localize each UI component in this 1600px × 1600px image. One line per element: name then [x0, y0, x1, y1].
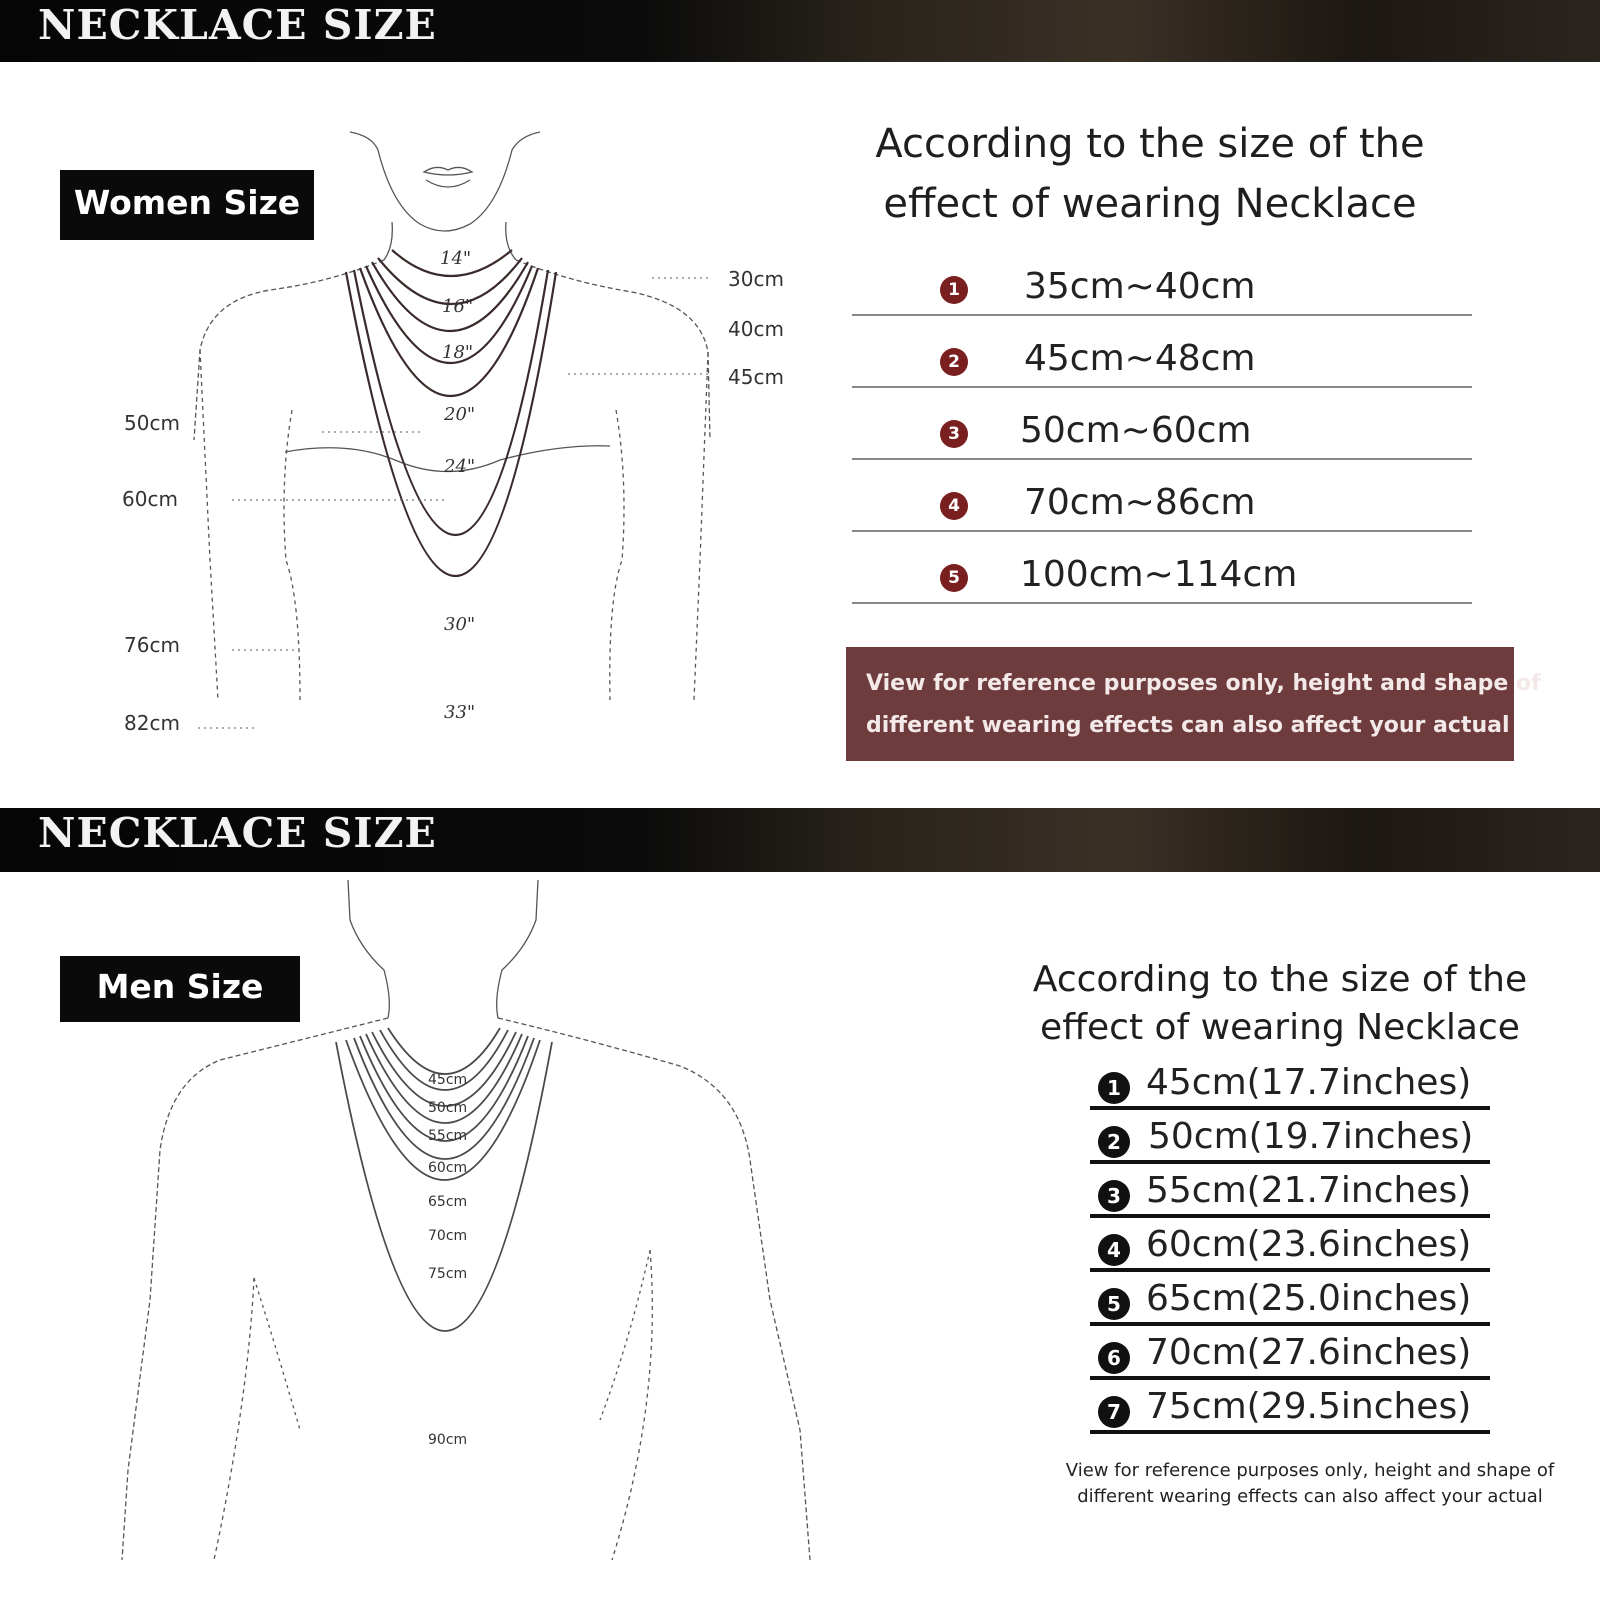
women-note-line2: different wearing effects can also affect your actual — [866, 713, 1510, 738]
men-list-divider — [1090, 1376, 1490, 1380]
men-chain-label-70: 70cm — [428, 1228, 468, 1244]
chain-label-20: 20" — [444, 404, 476, 425]
men-list-divider — [1090, 1322, 1490, 1326]
men-list-divider — [1090, 1268, 1490, 1272]
men-list-divider — [1090, 1430, 1490, 1434]
men-list-item — [1090, 1330, 1490, 1382]
number-1-icon: 1 — [940, 276, 968, 304]
bottom-banner-title: NECKLACE SIZE — [38, 809, 437, 857]
men-heading-line1: According to the size of the — [1032, 959, 1528, 1000]
men-list-divider — [1090, 1106, 1490, 1110]
men-list-item — [1090, 1060, 1490, 1112]
men-chain-label-50: 50cm — [428, 1100, 468, 1116]
marker-30cm: 30cm — [728, 267, 784, 291]
women-list-item-text: 100cm~114cm — [1020, 554, 1298, 595]
men-chain-label-45: 45cm — [428, 1072, 468, 1088]
women-note-line1: View for reference purposes only, height and shape of — [866, 671, 1541, 696]
men-list-item-text: 75cm(29.5inches) — [1146, 1386, 1472, 1427]
women-size-label: Women Size — [60, 170, 314, 240]
men-list-item — [1090, 1168, 1490, 1220]
men-list-item — [1090, 1384, 1490, 1436]
chain-label-30: 30" — [444, 614, 476, 635]
marker-45cm: 45cm — [728, 365, 784, 389]
marker-50cm: 50cm — [124, 411, 180, 435]
number-2-icon: 2 — [940, 348, 968, 376]
men-list-item — [1090, 1276, 1490, 1328]
number-4-icon: 4 — [940, 492, 968, 520]
chain-label-14: 14" — [440, 248, 472, 269]
men-chain-label-65: 65cm — [428, 1194, 468, 1210]
number-6-icon: 6 — [1098, 1342, 1130, 1374]
men-list-item-text: 70cm(27.6inches) — [1146, 1332, 1472, 1373]
women-heading-line1: According to the size of the — [875, 121, 1425, 167]
men-heading — [1000, 956, 1560, 1052]
marker-40cm: 40cm — [728, 317, 784, 341]
men-chain-label-75: 75cm — [428, 1266, 468, 1282]
men-chain-label-55: 55cm — [428, 1128, 468, 1144]
men-list-item-text: 45cm(17.7inches) — [1146, 1062, 1472, 1103]
men-list-divider — [1090, 1160, 1490, 1164]
number-5-icon: 5 — [1098, 1288, 1130, 1320]
chain-label-16: 16" — [442, 296, 474, 317]
chain-label-24: 24" — [444, 456, 476, 477]
women-list-item-text: 50cm~60cm — [1020, 410, 1252, 451]
women-list-item-text: 35cm~40cm — [1024, 266, 1256, 307]
number-7-icon: 7 — [1098, 1396, 1130, 1428]
number-5-icon: 5 — [940, 564, 968, 592]
number-4-icon: 4 — [1098, 1234, 1130, 1266]
women-list-item-text: 70cm~86cm — [1024, 482, 1256, 523]
men-list-item-text: 65cm(25.0inches) — [1146, 1278, 1472, 1319]
number-3-icon: 3 — [940, 420, 968, 448]
men-note-line2: different wearing effects can also affect your actual — [1077, 1486, 1543, 1507]
women-heading-line2: effect of wearing Necklace — [883, 181, 1417, 227]
number-3-icon: 3 — [1098, 1180, 1130, 1212]
women-list-item-text: 45cm~48cm — [1024, 338, 1256, 379]
men-chain-label-90: 90cm — [428, 1432, 468, 1448]
men-list-item-text: 55cm(21.7inches) — [1146, 1170, 1472, 1211]
top-banner-title: NECKLACE SIZE — [38, 1, 437, 49]
number-1-icon: 1 — [1098, 1072, 1130, 1104]
men-heading-line2: effect of wearing Necklace — [1040, 1007, 1520, 1048]
men-list-item-text: 60cm(23.6inches) — [1146, 1224, 1472, 1265]
chain-label-33: 33" — [444, 702, 476, 723]
marker-76cm: 76cm — [124, 633, 180, 657]
men-chain-label-60: 60cm — [428, 1160, 468, 1176]
men-list-divider — [1090, 1214, 1490, 1218]
men-note-line1: View for reference purposes only, height and shape of — [1065, 1460, 1555, 1481]
men-note — [1040, 1458, 1580, 1510]
men-list-item — [1090, 1222, 1490, 1274]
chain-label-18: 18" — [442, 342, 474, 363]
marker-60cm: 60cm — [122, 487, 178, 511]
number-2-icon: 2 — [1098, 1126, 1130, 1158]
marker-82cm: 82cm — [124, 711, 180, 735]
men-list-item-text: 50cm(19.7inches) — [1148, 1116, 1474, 1157]
men-list-item — [1090, 1114, 1490, 1166]
men-size-label: Men Size — [60, 956, 300, 1022]
